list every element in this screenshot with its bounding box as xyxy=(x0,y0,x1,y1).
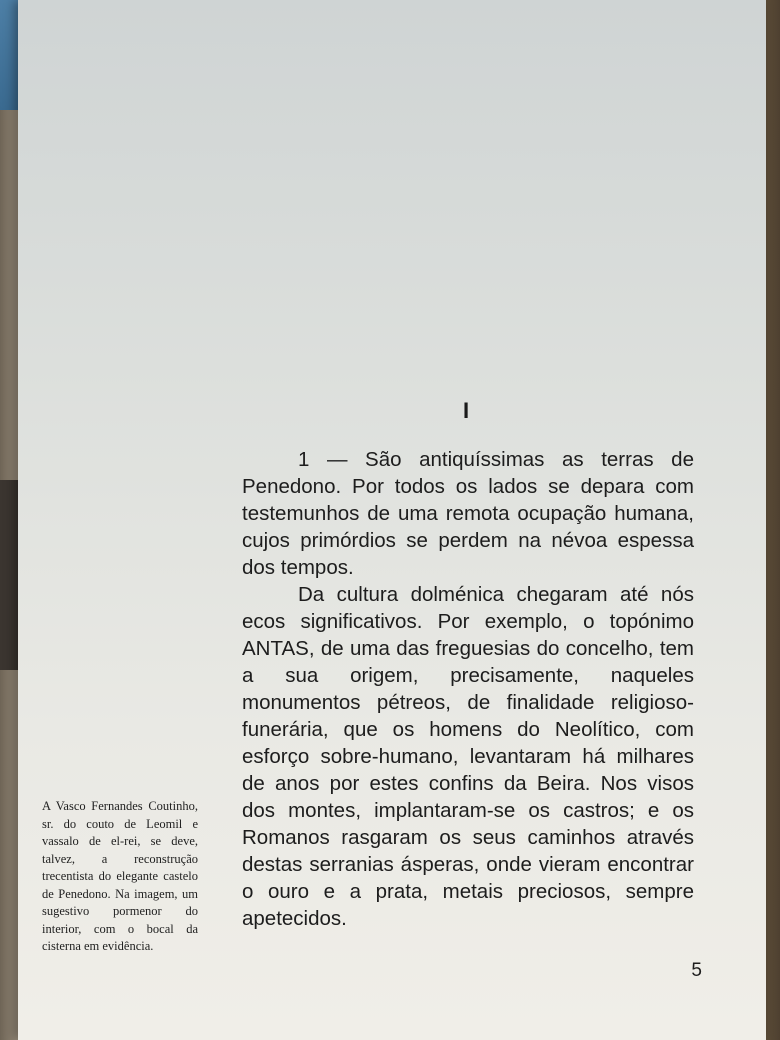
paragraph-1: 1 — São antiquíssimas as terras de Penedono. Por todos os lados se depara com testemunhos de uma remota ocupação humana, cujos primórdios se perdem na névoa espessa dos tempos. xyxy=(242,448,694,579)
body-text xyxy=(242,446,694,932)
page-number: 5 xyxy=(691,960,702,981)
paragraph-2: Da cultura dolménica chegaram até nós ecos significativos. Por exemplo, o topónimo ANTAS, de uma das freguesias do concelho, tem a sua origem, precisamente, naqueles monumentos pétreos, de finalidade religioso-funerária, que os homens do Neolítico, com esforço sobre-humano, levantaram há milhares de anos por estes confins da Beira. Nos visos dos montes, implantaram-se os castros; e os Romanos rasgaram os seus caminhos através destas serranias ásperas, onde vieram encontrar o ouro e a prata, metais preciosos, sempre apetecidos. xyxy=(242,583,694,930)
image-caption: A Vasco Fernandes Coutinho, sr. do couto de Leomil e vassalo de el-rei, se deve, talvez, a reconstrução trecentista do elegante castelo de Penedono. Na imagem, um sugestivo pormenor do interior, com o bocal da cisterna em evidência. xyxy=(42,799,198,953)
chapter-numeral: I xyxy=(462,398,470,423)
